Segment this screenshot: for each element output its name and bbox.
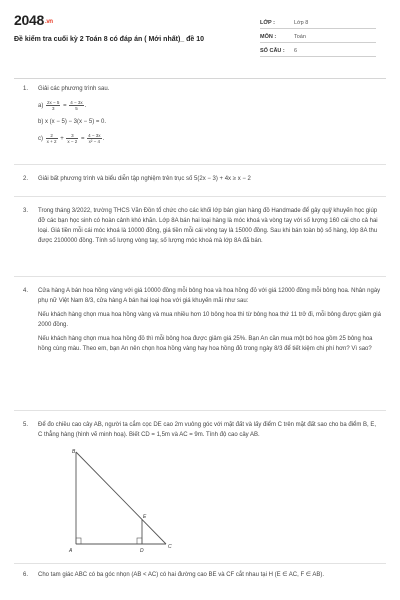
- meta-row-question-count: SỐ CÂU : 6: [260, 43, 376, 57]
- question-5: 5. Để đo chiều cao cây AB, người ta cắm cọc DE cao 2m vuông góc với mặt đất và lấy điểm C trên mặt đất sao cho ba điểm B, E, C thẳng hàng (hình vẽ minh hoạ). Biết CD = 1,5m và AC = 9m. Tính độ cao cây AB. A B C D E: [14, 420, 382, 558]
- tree-height-figure: [68, 448, 382, 558]
- right-angle-mark-d: [137, 538, 142, 544]
- meta-row-subject: MÔN : Toán: [260, 29, 376, 43]
- question-divider: [14, 164, 386, 165]
- right-angle-mark-a: [76, 538, 81, 544]
- header-divider: [14, 78, 386, 79]
- question-3: 3. Trong tháng 3/2022, trường THCS Văn Đồn tổ chức cho các khối lớp bán gian hàng đồ Handmade để gây quỹ khuyến học giúp đỡ các bạn học sinh có hoàn cảnh khó khăn. Lớp 8A bán hai loại hàng là móc khoá và vòng tay với số lượng 160 cái cho cả hai loại. Giá tiền mỗi cái móc khoá là 10000 đồng, giá tiền mỗi cái vòng tay là 15000 đồng. Sau khi bán toàn bộ số hàng, lớp 8A thu được 2100000 đồng. Tính số lượng vòng tay, số lượng móc khoá mà lớp 8A đã bán.: [23, 208, 378, 244]
- question-1c: c) $\frac{2}{x + 2}$ + $\frac{3}{x - 2}$ = $\frac{4 - 3x}{\text{x² − 4}}$ .: [38, 133, 105, 145]
- question-divider: [14, 410, 386, 411]
- document-header: [14, 12, 386, 68]
- label-a: A: [69, 548, 73, 554]
- question-divider: [14, 563, 386, 564]
- question-divider: [14, 196, 386, 197]
- question-divider: [14, 276, 386, 277]
- site-logo[interactable]: 2048.vn: [14, 12, 53, 28]
- triangle-diagram: [68, 448, 178, 554]
- segment-bc: [76, 452, 166, 544]
- label-e: E: [143, 514, 147, 520]
- document-title: Đề kiểm tra cuối kỳ 2 Toán 8 có đáp án ( Mới nhất)_ đề 10: [14, 36, 205, 43]
- question-1b: b) x (x − 5) − 3(x − 5) = 0.: [38, 119, 107, 126]
- label-c: C: [168, 544, 172, 550]
- question-1: 1. Giải các phương trình sau. a) $\frac{2x - 5}{3}$ = $\frac{4 - 3x}{5}$ . b) x (x − 5) − 3(x − 5) = 0. c) $\frac{2}{x + 2}$ + $\frac{3}{x - 2}$ = $\frac{4 - 3x}{\text{x² − 4}}$ .: [14, 84, 382, 144]
- meta-table: [260, 15, 376, 57]
- label-b: B: [72, 449, 76, 455]
- question-1a: a) $\frac{2x - 5}{3}$ = $\frac{4 - 3x}{5}$ .: [38, 100, 87, 111]
- meta-row-class: LỚP : Lớp 8: [260, 15, 376, 29]
- question-4: 4. Cửa hàng A bán hoa hồng vàng với giá 10000 đồng mỗi bông hoa và hoa hồng đỏ với giá 12000 đồng mỗi bông hoa. Nhân ngày phụ nữ Việt Nam 8/3, cửa hàng A bán hai loại hoa với giá khuyến mãi như sau: Nếu khách hàng chọn mua hoa hồng vàng và mua nhiều hơn 10 bông hoa thì từ bông hoa thứ 11 trở đi, mỗi bông được giảm giá 2000 đồng. Nếu khách hàng chọn mua hoa hồng đỏ thì mỗi bông hoa được giảm giá 25%. Bạn An cần mua một bó hoa gồm 25 bông hoa hồng cùng màu. Theo em, bạn An nên chọn hoa hồng vàng hay hoa hồng đỏ trong ngày 8/3 để tiết kiệm chi phí hơn? Vì sao?: [23, 288, 381, 352]
- question-6: 6. Cho tam giác ABC có ba góc nhọn (AB < AC) có hai đường cao BE và CF cắt nhau tại H (E ∈ AC, F ∈ AB).: [23, 572, 325, 578]
- question-2: 2. Giải bất phương trình và biểu diễn tập nghiệm trên trục số 5(2x − 3) + 4x ≥ x − 2: [23, 176, 251, 182]
- label-d: D: [140, 548, 144, 554]
